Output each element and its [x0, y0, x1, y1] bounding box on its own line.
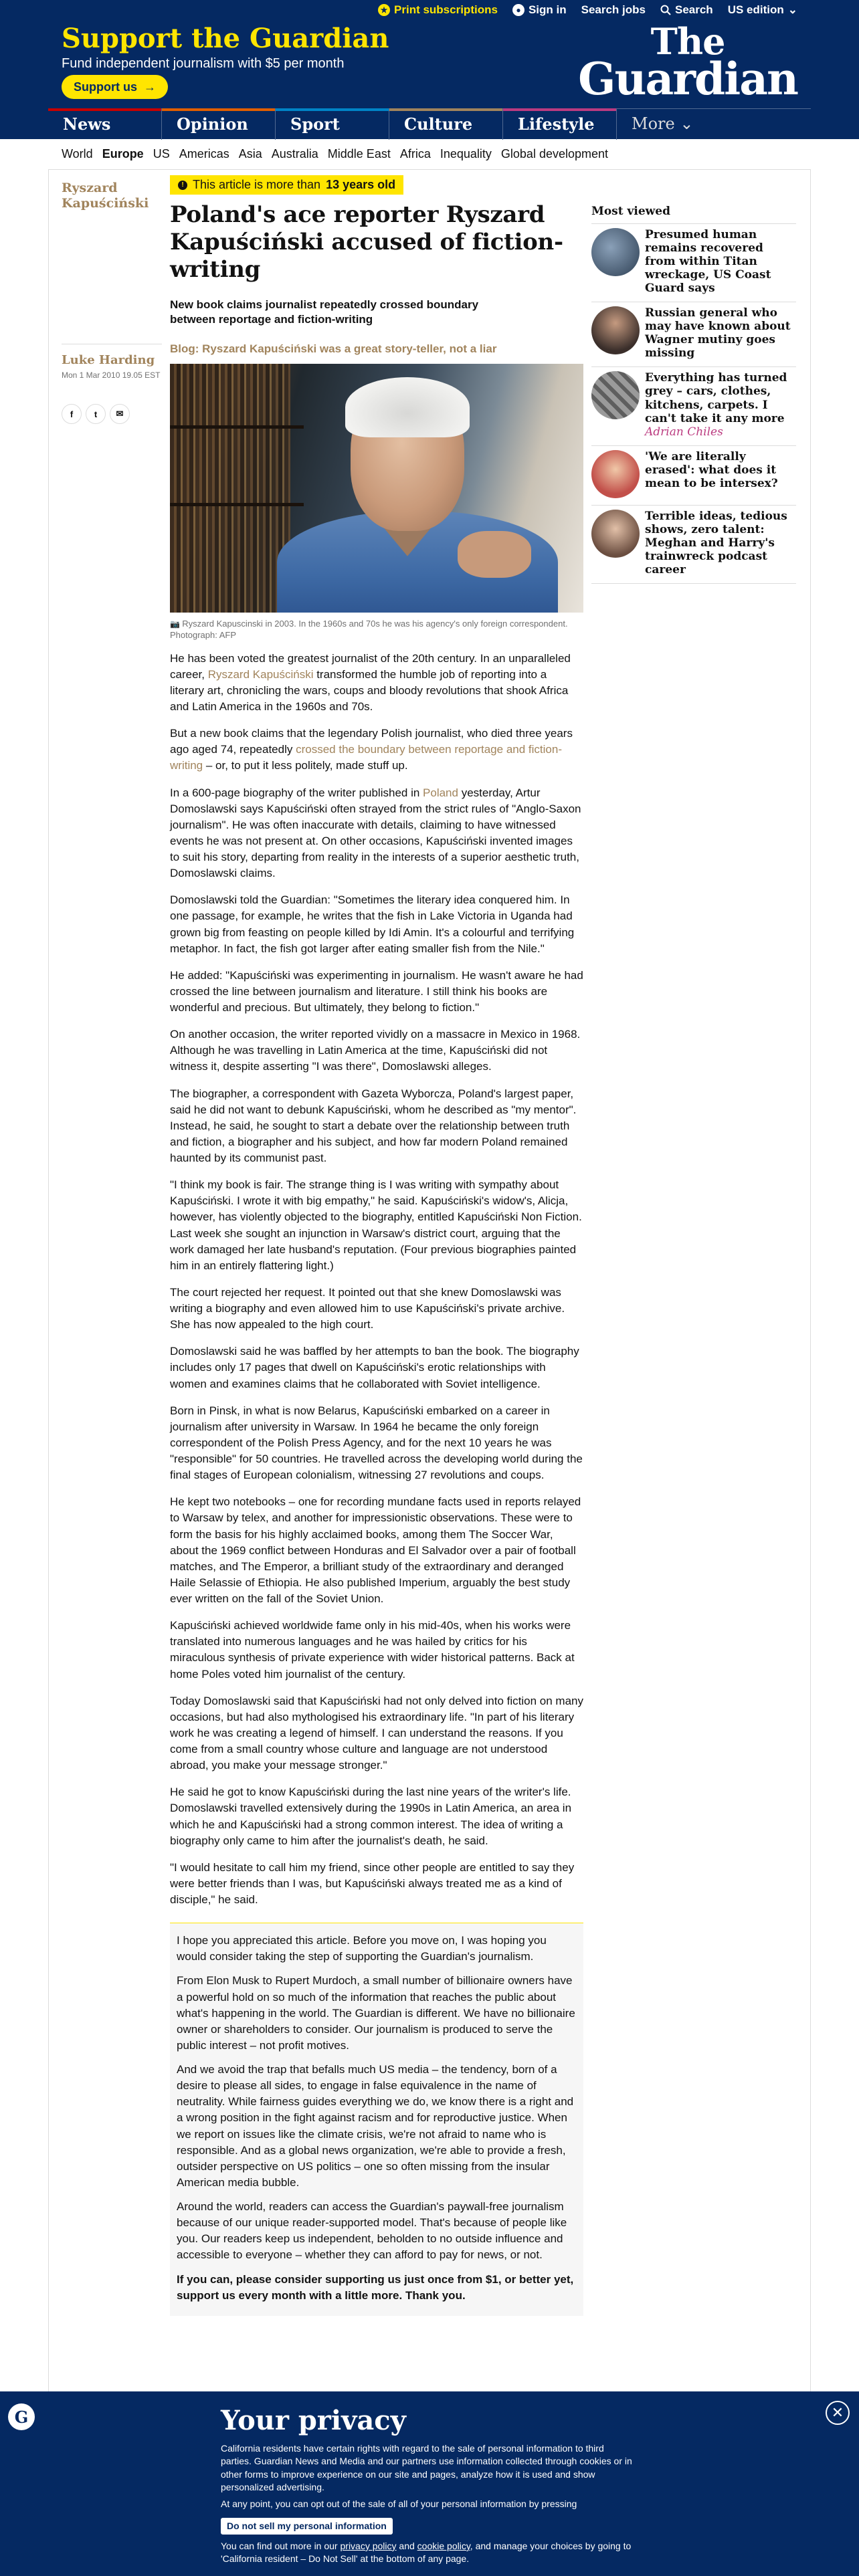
- epic-paragraph: I hope you appreciated this article. Before you move on, I was hoping you would consider taking the step of supporting the Guardian's journalism.: [177, 1934, 547, 1963]
- article-age-warning: [170, 175, 403, 195]
- subnav-inequality[interactable]: Inequality: [440, 147, 492, 160]
- subnav-africa[interactable]: Africa: [399, 147, 431, 160]
- paragraph: Today Domoslawski said that Kapuściński had not only delved into fiction on many occasions, but had also mythologised his extraordinary life. "In part of his literary work he was creating a legend of himself. I can understand the reasons. If you come from a small country whose culture and language are not understood abroad, you make your message stronger.": [170, 1694, 584, 1772]
- shelf-line: [170, 425, 304, 429]
- paragraph: He said he got to know Kapuściński during the last nine years of the writer's life. Domoslawski travelled extensively during the 1990s in Latin America, an area in which he and Kapuściński had a strong common interest. The idea of writing a biography only came to him after the journalist's death, he said.: [170, 1786, 572, 1847]
- privacy-text: [221, 2540, 636, 2566]
- nav-more-label: More: [632, 114, 675, 133]
- image-caption: [170, 618, 583, 641]
- most-viewed-author: Adrian Chiles: [645, 425, 723, 439]
- search-jobs-link[interactable]: [581, 3, 646, 17]
- privacy-text: California residents have certain rights with regard to the sale of personal information to third parties. Guardian News and Media and our partners use information collected through cookies or in other forms to improve experience on our site and pages, analyze how it is used and show personalized advertising.: [221, 2443, 632, 2492]
- star-icon: ★: [378, 4, 390, 16]
- text-run: He has been voted the greatest journalist of the 20th century. In an unparalleled career,: [170, 651, 571, 681]
- nav-culture[interactable]: Culture: [389, 109, 503, 140]
- article-main: [170, 175, 583, 2316]
- age-warning-bold: 13 years old: [326, 178, 396, 191]
- text-run: You can find out more in our: [221, 2540, 341, 2551]
- search-link[interactable]: [660, 3, 713, 17]
- text-run: But a new book claims that the legendary Polish journalist, who died three years ago aged 74, repeatedly: [170, 727, 573, 756]
- bookshelf-graphic: [170, 364, 290, 613]
- text-run: and: [396, 2540, 417, 2551]
- thumbnail: [591, 510, 640, 558]
- support-us-button[interactable]: [62, 75, 168, 99]
- poland-link[interactable]: Poland: [423, 786, 458, 799]
- text-run: , and manage your choices by going to 'California resident – Do Not Sell' at the bottom of any page.: [221, 2540, 632, 2565]
- epic-closing: If you can, please consider supporting us just once from $1, or better yet, support us every month with a little more. Thank you.: [177, 2272, 574, 2302]
- chevron-down-icon: ⌄: [674, 114, 694, 133]
- privacy-body: [221, 2442, 636, 2570]
- most-viewed-item[interactable]: [591, 367, 796, 445]
- paragraph: [170, 651, 583, 716]
- nav-lifestyle[interactable]: Lifestyle: [503, 109, 617, 140]
- subnav-us[interactable]: US: [153, 147, 170, 160]
- support-epic: [170, 1923, 583, 2316]
- subnav-global-development[interactable]: Global development: [500, 147, 609, 160]
- most-viewed-headline: 'We are literally erased': what does it mean to be intersex?: [645, 449, 778, 490]
- cookie-policy-link[interactable]: cookie policy: [417, 2540, 470, 2551]
- search-jobs-label: Search jobs: [581, 3, 646, 16]
- share-email-button[interactable]: [110, 404, 130, 424]
- print-subscriptions-link[interactable]: [378, 3, 498, 17]
- text-run: yesterday, Artur Domoslawski says Kapuściński often strayed from the strict rules of "Anglo-Saxon journalism". He was often inaccurate with details, claiming to have witnessed events he was not present at. On other occasions, Kapuściński invented images to suit his story, departing from reality in the interests of a superior aesthetic truth, Domoslawski claims.: [170, 786, 581, 880]
- edition-label: US edition: [727, 3, 784, 16]
- caption-text: Ryszard Kapuscinski in 2003. In the 1960s and 70s he was his agency's only foreign correspondent. Photograph: AFP: [170, 618, 568, 641]
- nav-opinion[interactable]: Opinion: [162, 109, 276, 140]
- support-title: Support the Guardian: [62, 23, 389, 54]
- nav-more[interactable]: [617, 109, 731, 140]
- hair-graphic: [345, 377, 470, 437]
- email-icon: ✉: [116, 409, 124, 419]
- most-viewed-headline: Terrible ideas, tedious shows, zero talent: Meghan and Harry's trainwreck podcast career: [645, 509, 787, 576]
- thumbnail: [591, 306, 640, 354]
- clock-icon: !: [178, 181, 187, 190]
- facebook-icon: f: [70, 409, 74, 419]
- most-viewed: [591, 205, 796, 584]
- related-blog-link[interactable]: Blog: Ryszard Kapuściński was a great story-teller, not a liar: [170, 342, 497, 355]
- nav-sport[interactable]: Sport: [276, 109, 389, 140]
- twitter-icon: t: [94, 409, 98, 419]
- standfirst: New book claims journalist repeatedly crossed boundary between reportage and fiction-writing: [170, 298, 479, 326]
- text-run: In a 600-page biography of the writer published in: [170, 786, 423, 799]
- epic-paragraph: From Elon Musk to Rupert Murdoch, a small number of billionaire owners have a powerful hold on so much of the information that reaches the public about what's happening in the world. The Guardian is different. We have no billionaire owner or shareholders to consider. Our journalism is produced to serve the public interest – not profit motives.: [177, 1974, 575, 2052]
- byline-author[interactable]: Luke Harding: [62, 353, 155, 367]
- paragraph: Kapuściński achieved worldwide fame only in his mid-40s, when his works were translated into numerous languages and he was hailed by critics for his miraculous synthesis of private experience with wider historical patterns. Back at home Poles voted him journalist of the century.: [170, 1619, 575, 1681]
- user-icon: ●: [512, 4, 524, 16]
- privacy-text: At any point, you can opt out of the sale of all of your personal information by pressing: [221, 2498, 577, 2510]
- subnav-world[interactable]: World: [62, 147, 93, 160]
- share-twitter-button[interactable]: [86, 404, 106, 424]
- search-icon: [660, 5, 671, 15]
- most-viewed-item[interactable]: [591, 224, 796, 302]
- most-viewed-item[interactable]: [591, 446, 796, 506]
- chevron-down-icon: ⌄: [787, 3, 797, 16]
- paragraph: "I think my book is fair. The strange thing is I was writing with sympathy about Kapuściński. I wrote it with big empathy," he said. Kapuściński's widow's, Alicja, however, has violently objected to the biography, entitled Kapuściński Non Fiction. Last week she sought an injunction in Warsaw's district court, arguing that the work damaged her late husband's reputation. (Four previous biographies painted him in an entirely flattering light.): [170, 1178, 582, 1272]
- logo-brand: Guardian: [578, 52, 797, 105]
- close-icon: ✕: [831, 2404, 844, 2421]
- kapuscinski-link[interactable]: Ryszard Kapuściński: [207, 667, 314, 681]
- paragraph: Domoslawski told the Guardian: "Sometimes the literary idea conquered him. In one passage, for example, he writes that the fish in Lake Victoria in Uganda had grown big from feasting on people killed by Idi Amin. It's a colourful and terrifying metaphor. In fact, the fish got larger after eating smaller fish from the Nile.": [170, 893, 575, 955]
- paragraph: "I would hesitate to call him my friend, since other people are entitled to say they were better friends than I was, but Kapuściński always treated me as a kind of disciple," he said.: [170, 1860, 575, 1907]
- subnav-americas[interactable]: Americas: [179, 147, 229, 160]
- dateline: Mon 1 Mar 2010 19.05 EST: [62, 370, 161, 380]
- article-body: [170, 651, 583, 1909]
- hero-image: [170, 364, 583, 613]
- most-viewed-item[interactable]: [591, 302, 796, 367]
- paragraph: Domoslawski said he was baffled by her attempts to ban the book. The biography includes only 17 pages that dwell on Kapuściński's erotic relationships with women and examines claims that he collaborated with Soviet intelligence.: [170, 1345, 579, 1390]
- guardian-roundel-icon: G: [8, 2403, 35, 2430]
- sign-in-label: Sign in: [528, 3, 567, 16]
- subnav-middle-east[interactable]: Middle East: [327, 147, 391, 160]
- boundary-link[interactable]: crossed the boundary between reportage and fiction-writing: [170, 743, 562, 772]
- search-label: Search: [674, 3, 713, 16]
- series-label[interactable]: Ryszard Kapuściński: [62, 181, 149, 211]
- most-viewed-title: Most viewed: [591, 205, 796, 224]
- guardian-logo[interactable]: [578, 20, 797, 105]
- nav-news[interactable]: News: [48, 109, 162, 140]
- subnav-asia[interactable]: Asia: [238, 147, 262, 160]
- sub-nav: [48, 139, 811, 170]
- share-facebook-button[interactable]: [62, 404, 82, 424]
- paragraph: Born in Pinsk, in what is now Belarus, Kapuściński embarked on a career in journalism after university in Warsaw. In 1964 he became the only foreign correspondent of the Polish Press Agency, and for the next 10 years he was "responsible" for 50 countries. He travelled across the developing world during the final stages of European colonialism, witnessing 27 revolutions and coups.: [170, 1404, 583, 1482]
- paragraph: The court rejected her request. It pointed out that she knew Domoslawski was writing a biography and even allowed him to use Kapuściński's private archive. She has now appealed to the high court.: [170, 1285, 565, 1331]
- camera-icon: 📷: [170, 619, 183, 629]
- paragraph: The biographer, a correspondent with Gazeta Wyborcza, Poland's largest paper, said he did not want to debunk Kapuściński, whom he described as "my mentor". Instead, he said, he sought to start a debate over the relationship between truth and fiction, a biographer and his subject, and how far modern Poland remained haunted by its communist past.: [170, 1087, 577, 1165]
- most-viewed-headline-text: Everything has turned grey – cars, clothes, kitchens, carpets. I can't take it any more: [645, 371, 787, 425]
- paragraph: He added: "Kapuściński was experimenting in journalism. He wasn't aware he had crossed the line between journalism and literature. I still think his books are wonderful and precious. But ultimately, they belong to fiction.": [170, 968, 583, 1014]
- close-privacy-button[interactable]: [826, 2401, 850, 2425]
- do-not-sell-button[interactable]: Do not sell my personal information: [221, 2518, 393, 2535]
- paragraph: He kept two notebooks – one for recording mundane facts used in reports relayed to Warsaw by telex, and another for impressionistic observations. These were to form the basis for his highly acclaimed books, among them The Soccer War, about the 1969 conflict between Honduras and El Salvador over a pair of football matches, and The Emperor, a brilliant study of the extraordinary and deranged Haile Selassie of Ethiopia. He also published Imperium, arguably the best study ever written on the fall of the Soviet Union.: [170, 1495, 581, 1606]
- site-header: [0, 0, 859, 139]
- age-warning-prefix: This article is more than: [193, 178, 321, 191]
- epic-paragraph: Around the world, readers can access the Guardian's paywall-free journalism because of our unique reader-supported model. That's because of people like you. Our readers keep us independent, beholden to no outside influence and accessible to everyone – whether they can afford to pay for news, or not.: [177, 2200, 567, 2262]
- most-viewed-headline: Russian general who may have known about Wagner mutiny goes missing: [645, 306, 791, 360]
- thumbnail: [591, 228, 640, 276]
- support-us-label: Support us: [74, 80, 137, 94]
- hand-graphic: [458, 531, 531, 578]
- arrow-right-icon: →: [144, 80, 156, 94]
- subnav-europe[interactable]: Europe: [102, 147, 144, 160]
- pillar-nav: [48, 108, 811, 139]
- privacy-policy-link[interactable]: privacy policy: [340, 2540, 397, 2551]
- epic-paragraph: And we avoid the trap that befalls much US media – the tendency, born of a desire to please all sides, to engage in false equivalence in the name of neutrality. While fairness guides everything we do, we know there is a right and a wrong position in the fight against racism and for reproductive justice. When we report on issues like the climate crisis, we're not afraid to name who is responsible. And as a global news organization, we're able to provide a fresh, outsider perspective on US politics – one so often missing from the insular American media bubble.: [177, 2063, 574, 2189]
- most-viewed-headline: Presumed human remains recovered from within Titan wreckage, US Coast Guard says: [645, 228, 771, 296]
- sign-in-link[interactable]: [512, 3, 567, 17]
- most-viewed-headline: [645, 371, 796, 438]
- top-bar: [378, 0, 797, 20]
- shelf-line: [170, 503, 304, 506]
- paragraph: [170, 785, 583, 882]
- share-buttons: [62, 404, 130, 424]
- logo-the: The: [650, 20, 725, 63]
- text-run: – or, to put it less politely, made stuff up.: [203, 759, 408, 772]
- text-run: transformed the humble job of reporting into a literary art, chronicling the wars, coups and bloody revolutions that shook Africa and Latin America in the 1960s and 70s.: [170, 667, 569, 714]
- subnav-australia[interactable]: Australia: [271, 147, 318, 160]
- edition-selector[interactable]: [728, 3, 797, 17]
- print-subscriptions-label: Print subscriptions: [394, 3, 498, 16]
- paragraph: On another occasion, the writer reported vividly on a massacre in Mexico in 1968. Although he was travelling in Latin America at the time, Kapuściński did not witness it, despite asserting "I was there", Domoslawski alleges.: [170, 1028, 581, 1073]
- thumbnail: [591, 450, 640, 498]
- support-subtitle: Fund independent journalism with $5 per month: [62, 56, 345, 71]
- paragraph: [170, 726, 583, 774]
- most-viewed-item[interactable]: [591, 506, 796, 584]
- privacy-title: Your privacy: [221, 2405, 406, 2436]
- headline: Poland's ace reporter Ryszard Kapuściński accused of fiction-writing: [170, 201, 563, 283]
- thumbnail: [591, 371, 640, 419]
- privacy-banner: [0, 2391, 859, 2576]
